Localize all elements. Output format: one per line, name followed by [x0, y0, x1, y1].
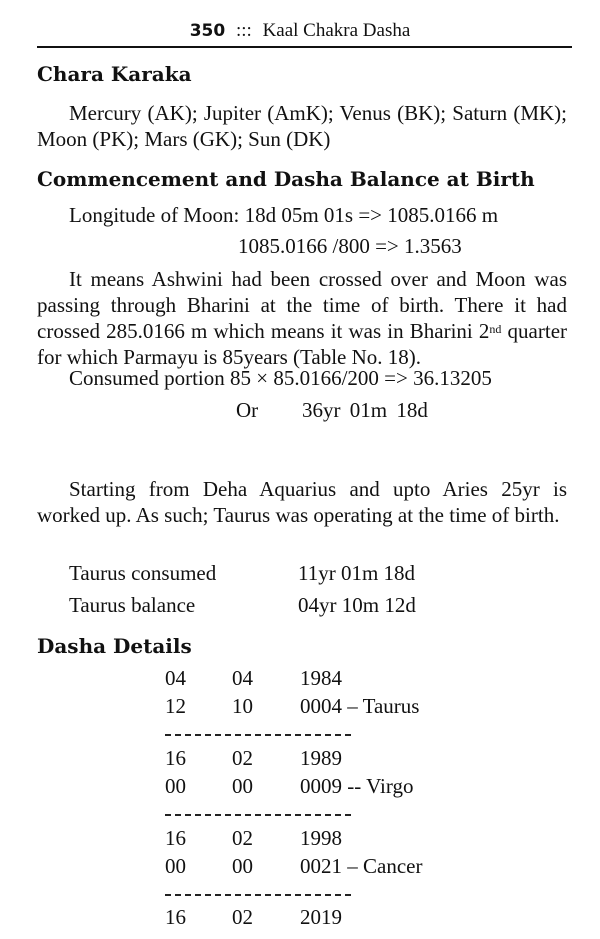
starting-paragraph: Starting from Deha Aquarius and upto Aries 25yr is worked up. As such; Taurus was operating at the time of birth. [37, 477, 567, 527]
dasha-cell: 0004 – Taurus [300, 694, 420, 718]
dasha-cell: 16 [165, 746, 186, 770]
dasha-cell: 1998 [300, 826, 342, 850]
division-line: 1085.0166 /800 => 1.3563 [238, 234, 462, 258]
dasha-cell: 04 [165, 666, 186, 690]
header-separator: ::: [235, 20, 252, 41]
dasha-cell: 2019 [300, 905, 342, 929]
or-label: Or [236, 398, 259, 422]
moon-longitude-line: Longitude of Moon: 18d 05m 01s => 1085.0166 m [69, 203, 499, 227]
dasha-cell: 00 [165, 774, 186, 798]
dasha-cell: 1989 [300, 746, 342, 770]
taurus-balance-label: Taurus balance [69, 593, 196, 617]
heading-dasha-details: Dasha Details [37, 634, 192, 658]
page-number: 350 [189, 21, 226, 41]
dasha-cell: 04 [232, 666, 253, 690]
dasha-cell: 16 [165, 826, 186, 850]
para-text-2: quarter for which Parmayu is 85years (Table No. 18). [37, 319, 568, 369]
dashed-divider [165, 894, 351, 896]
consumed-portion-line: Consumed portion 85 × 85.0166/200 => 36.13205 [69, 366, 492, 390]
dasha-cell: 00 [165, 854, 186, 878]
taurus-consumed-value: 11yr 01m 18d [298, 561, 416, 585]
dasha-cell: 12 [165, 694, 186, 718]
dasha-cell: 16 [165, 905, 186, 929]
heading-chara-karaka: Chara Karaka [37, 62, 192, 86]
dasha-cell: 02 [232, 905, 253, 929]
running-header [0, 20, 600, 42]
dasha-cell: 0021 – Cancer [300, 854, 423, 878]
bharini-paragraph [37, 266, 567, 370]
taurus-consumed-label: Taurus consumed [69, 561, 217, 585]
para-text-1: It means Ashwini had been crossed over and Moon was passing through Bharini at the time of birth. There it had crossed 285.0166 m which means it was in Bharini 2 [37, 267, 567, 343]
chara-karaka-text: Mercury (AK); Jupiter (AmK); Venus (BK); Saturn (MK); Moon (PK); Mars (GK); Sun (DK) [37, 101, 567, 151]
dashed-divider [165, 814, 351, 816]
dasha-cell: 0009 -- Virgo [300, 774, 414, 798]
dasha-cell: 10 [232, 694, 253, 718]
dasha-cell: 02 [232, 826, 253, 850]
header-rule [37, 46, 572, 48]
ordinal-sup: nd [489, 322, 502, 336]
dasha-cell: 1984 [300, 666, 342, 690]
chapter-title: Kaal Chakra Dasha [262, 20, 411, 41]
dasha-cell: 00 [232, 774, 253, 798]
dasha-cell: 02 [232, 746, 253, 770]
dasha-cell: 00 [232, 854, 253, 878]
heading-commencement: Commencement and Dasha Balance at Birth [37, 167, 535, 191]
or-value: 36yr 01m 18d [302, 398, 428, 422]
taurus-balance-value: 04yr 10m 12d [298, 593, 416, 617]
dashed-divider [165, 734, 351, 736]
